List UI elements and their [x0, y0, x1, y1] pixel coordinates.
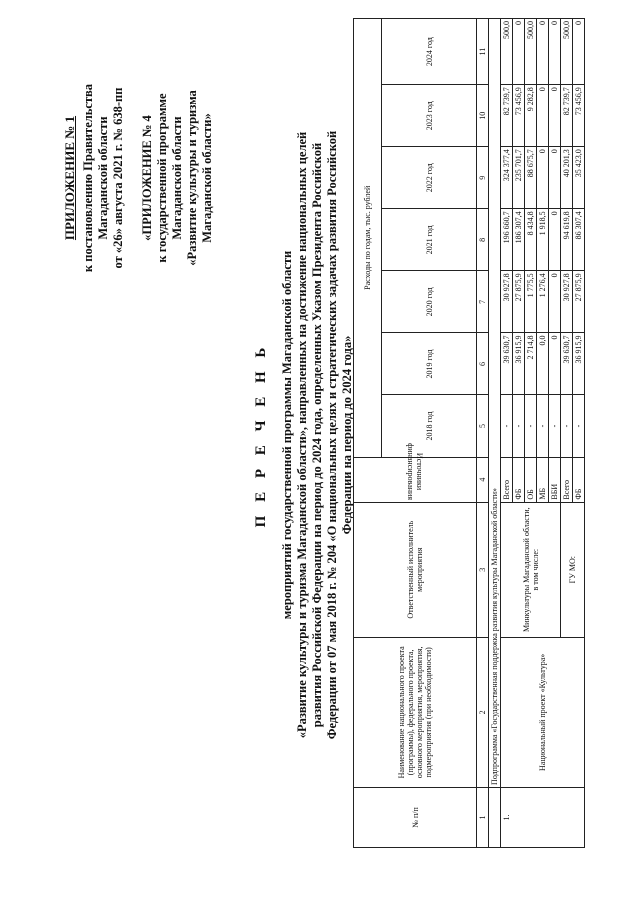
value-cell: 0	[549, 19, 561, 85]
row-number: 1.	[501, 787, 585, 847]
value-cell: 0	[537, 147, 549, 209]
column-number-row	[477, 19, 489, 848]
title-line-3: развития Российской Федерации на период до 2024 года, определенных Указом Президента Российской	[310, 142, 324, 728]
value-cell: -	[573, 395, 585, 457]
value-cell: 1 276,4	[537, 271, 549, 333]
executor-gu-mo: ГУ МО:	[561, 502, 585, 637]
source-cell: Всего	[561, 457, 573, 502]
document-title	[253, 85, 355, 785]
subprogram-row	[489, 19, 501, 848]
value-cell: 40 201,3	[561, 147, 573, 209]
value-cell: -	[549, 395, 561, 457]
title-line-2: «Развитие культуры и туризма Магаданской области», направленных на достижение национальных целей	[295, 131, 309, 739]
region-name: Магаданской области	[96, 116, 110, 240]
project-name: Национальный проект «Культура»	[501, 637, 585, 787]
value-cell: 1 775,5	[525, 271, 537, 333]
col-number: 10	[477, 85, 489, 147]
header-year: 2018 год	[382, 395, 477, 457]
value-cell: 82 739,7	[561, 85, 573, 147]
title-heading: П Е Р Е Ч Е Н Ь	[253, 342, 269, 528]
title-line-4: Федерации от 07 мая 2018 г. № 204 «О национальных целях и стратегических задачах развития Российской	[325, 130, 339, 740]
value-cell: -	[561, 395, 573, 457]
header-responsible: Ответственный исполнитель мероприятия	[354, 502, 477, 637]
program-region: Магаданской области	[170, 116, 184, 240]
appendix-header	[62, 63, 215, 293]
program-name-line2: Магаданской области»	[200, 113, 214, 243]
value-cell: 500,0	[501, 19, 513, 85]
table-row	[501, 19, 513, 848]
value-cell: 500,0	[525, 19, 537, 85]
program-name-line1: «Развитие культуры и туризма	[185, 90, 199, 266]
value-cell: 27 875,9	[513, 271, 525, 333]
subprogram-title: Подпрограмма «Государственная поддержка развития культуры Магаданской области»	[489, 19, 501, 788]
value-cell: 0	[549, 147, 561, 209]
value-cell: 0	[549, 333, 561, 395]
col-number: 2	[477, 637, 489, 787]
value-cell: 0	[549, 85, 561, 147]
header-name: Наименование национального проекта (программы), федерального проекта, основного мероприятия, мероприятия, подмероприятия (при необходимости)	[354, 637, 477, 787]
col-number: 4	[477, 457, 489, 502]
source-cell: МБ	[537, 457, 549, 502]
value-cell: 0,0	[537, 333, 549, 395]
value-cell: 0	[513, 19, 525, 85]
value-cell: 9 282,8	[525, 85, 537, 147]
col-number: 11	[477, 19, 489, 85]
header-year: 2021 год	[382, 209, 477, 271]
value-cell: -	[501, 395, 513, 457]
header-year: 2019 год	[382, 333, 477, 395]
value-cell: 235 701,7	[513, 147, 525, 209]
col-number: 9	[477, 147, 489, 209]
title-line-5: Федерации на период до 2024 года»	[340, 335, 354, 535]
value-cell: 8 434,8	[525, 209, 537, 271]
col-number: 8	[477, 209, 489, 271]
to-program: к государственной программе	[155, 93, 169, 263]
col-number: 1	[477, 787, 489, 847]
value-cell: 35 423,0	[573, 147, 585, 209]
value-cell: 0	[549, 271, 561, 333]
row-empty	[489, 787, 501, 847]
value-cell: 30 927,8	[561, 271, 573, 333]
value-cell: 36 915,9	[513, 333, 525, 395]
header-year: 2020 год	[382, 271, 477, 333]
value-cell: 30 927,8	[501, 271, 513, 333]
value-cell: 88 675,7	[525, 147, 537, 209]
value-cell: 94 619,8	[561, 209, 573, 271]
value-cell: 500,0	[561, 19, 573, 85]
value-cell: 86 307,4	[573, 209, 585, 271]
executor-ministry: Минкультуры Магаданской области, в том числе:	[501, 502, 561, 637]
header-year: 2024 год	[382, 19, 477, 85]
header-year: 2022 год	[382, 147, 477, 209]
to-resolution: к постановлению Правительства	[81, 83, 95, 273]
value-cell: 73 456,9	[573, 85, 585, 147]
source-cell: ОБ	[525, 457, 537, 502]
value-cell: 1 918,5	[537, 209, 549, 271]
value-cell: 186 307,4	[513, 209, 525, 271]
col-number: 5	[477, 395, 489, 457]
header-expenses: Расходы по годам, тыс. рублей	[354, 19, 382, 458]
col-number: 6	[477, 333, 489, 395]
appendix-1-title: ПРИЛОЖЕНИЕ № 1	[62, 115, 77, 241]
source-cell: ВБИ	[549, 457, 561, 502]
source-cell: Всего	[501, 457, 513, 502]
col-number: 7	[477, 271, 489, 333]
value-cell: 0	[537, 85, 549, 147]
header-year: 2023 год	[382, 85, 477, 147]
value-cell: -	[537, 395, 549, 457]
value-cell: -	[513, 395, 525, 457]
col-number: 3	[477, 502, 489, 637]
value-cell: 39 630,7	[501, 333, 513, 395]
source-cell: ФБ	[573, 457, 585, 502]
measures-table	[353, 18, 585, 848]
value-cell: 0	[573, 19, 585, 85]
source-cell: ФБ	[513, 457, 525, 502]
value-cell: 2 714,8	[525, 333, 537, 395]
value-cell: 36 915,9	[573, 333, 585, 395]
value-cell: 324 377,4	[501, 147, 513, 209]
value-cell: 196 660,7	[501, 209, 513, 271]
value-cell: 0	[537, 19, 549, 85]
value-cell: 0	[549, 209, 561, 271]
header-num: № п/п	[354, 787, 477, 847]
value-cell: -	[525, 395, 537, 457]
header-source: Источники финансирования	[354, 457, 477, 502]
appendix-4-title: «ПРИЛОЖЕНИЕ № 4	[140, 115, 154, 241]
value-cell: 73 456,9	[513, 85, 525, 147]
value-cell: 39 630,7	[561, 333, 573, 395]
value-cell: 82 739,7	[501, 85, 513, 147]
resolution-date-number: от «26» августа 2021 г. № 638-пп	[111, 87, 125, 269]
value-cell: 27 875,9	[573, 271, 585, 333]
title-line-1: мероприятий государственной программы Магаданской области	[280, 250, 294, 620]
